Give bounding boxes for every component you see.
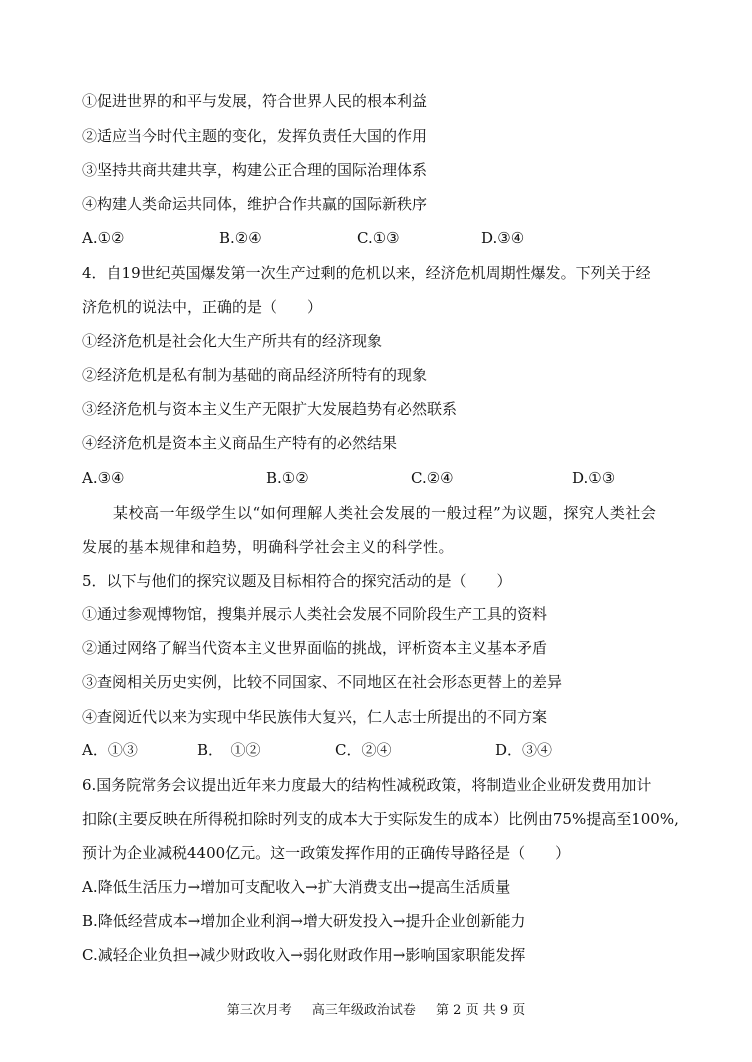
q5-option-b: B． ①② [197, 741, 261, 759]
q3-option-c: C.①③ [357, 229, 400, 247]
q5-option-d: D．③④ [495, 741, 553, 759]
q3-item-1: ①促进世界的和平与发展，符合世界人民的根本利益 [82, 92, 428, 110]
footer-exam: 第三次月考 [226, 1003, 292, 1018]
material-line-2: 发展的基本规律和趋势，明确科学社会主义的科学性。 [82, 538, 455, 556]
material-line-1: 某校高一年级学生以“如何理解人类社会发展的一般过程”为议题，探究人类社会 [113, 504, 657, 522]
footer-page-number: 第 2 页 共 9 页 [436, 1003, 526, 1018]
q6-option-b: B.降低经营成本→增加企业利润→增大研发投入→提升企业创新能力 [82, 912, 526, 930]
q3-item-3: ③坚持共商共建共享，构建公正合理的国际治理体系 [82, 161, 428, 179]
q5-item-2: ②通过网络了解当代资本主义世界面临的挑战，评析资本主义基本矛盾 [82, 639, 548, 657]
q4-item-1: ①经济危机是社会化大生产所共有的经济现象 [82, 332, 383, 350]
q4-item-3: ③经济危机与资本主义生产无限扩大发展趋势有必然联系 [82, 400, 458, 418]
q5-option-c: C．②④ [335, 741, 392, 759]
q6-option-c: C.减轻企业负担→减少财政收入→弱化财政作用→影响国家职能发挥 [82, 946, 526, 964]
q4-stem-line-2: 济危机的说法中，正确的是（ ） [82, 298, 323, 316]
q5-stem: 5．以下与他们的探究议题及目标相符合的探究活动的是（ ） [82, 572, 512, 590]
q6-stem-line-1: 6.国务院常务会议提出近年来力度最大的结构性减税政策，将制造业企业研发费用加计 [82, 776, 652, 794]
q5-option-a: A．①③ [82, 741, 138, 759]
q5-item-4: ④查阅近代以来为实现中华民族伟大复兴，仁人志士所提出的不同方案 [82, 708, 548, 726]
q3-option-b: B.②④ [219, 229, 262, 247]
q5-item-3: ③查阅相关历史实例，比较不同国家、不同地区在社会形态更替上的差异 [82, 673, 563, 691]
q4-stem-line-1: 4．自19世纪英国爆发第一次生产过剩的危机以来，经济危机周期性爆发。下列关于经 [82, 264, 651, 282]
q4-option-b: B.①② [266, 469, 309, 487]
q4-item-2: ②经济危机是私有制为基础的商品经济所特有的现象 [82, 366, 428, 384]
footer-subject: 高三年级政治试卷 [311, 1003, 416, 1018]
q3-option-a: A.①② [82, 229, 125, 247]
q3-item-4: ④构建人类命运共同体，维护合作共赢的国际新秩序 [82, 195, 428, 213]
page-footer [0, 1002, 752, 1020]
q6-stem-line-3: 预计为企业减税4400亿元。这一政策发挥作用的正确传导路径是（ ） [82, 844, 571, 862]
q4-option-d: D.①③ [572, 469, 616, 487]
q3-item-2: ②适应当今时代主题的变化，发挥负责任大国的作用 [82, 127, 428, 145]
q6-stem-line-2: 扣除(主要反映在所得税扣除时列支的成本大于实际发生的成本）比例由75%提高至100%, [82, 810, 679, 828]
q4-option-c: C.②④ [411, 469, 454, 487]
q4-item-4: ④经济危机是资本主义商品生产特有的必然结果 [82, 434, 398, 452]
q3-option-d: D.③④ [481, 229, 525, 247]
q4-option-a: A.③④ [82, 469, 125, 487]
q6-option-a: A.降低生活压力→增加可支配收入→扩大消费支出→提高生活质量 [82, 878, 511, 896]
q5-item-1: ①通过参观博物馆，搜集并展示人类社会发展不同阶段生产工具的资料 [82, 605, 548, 623]
